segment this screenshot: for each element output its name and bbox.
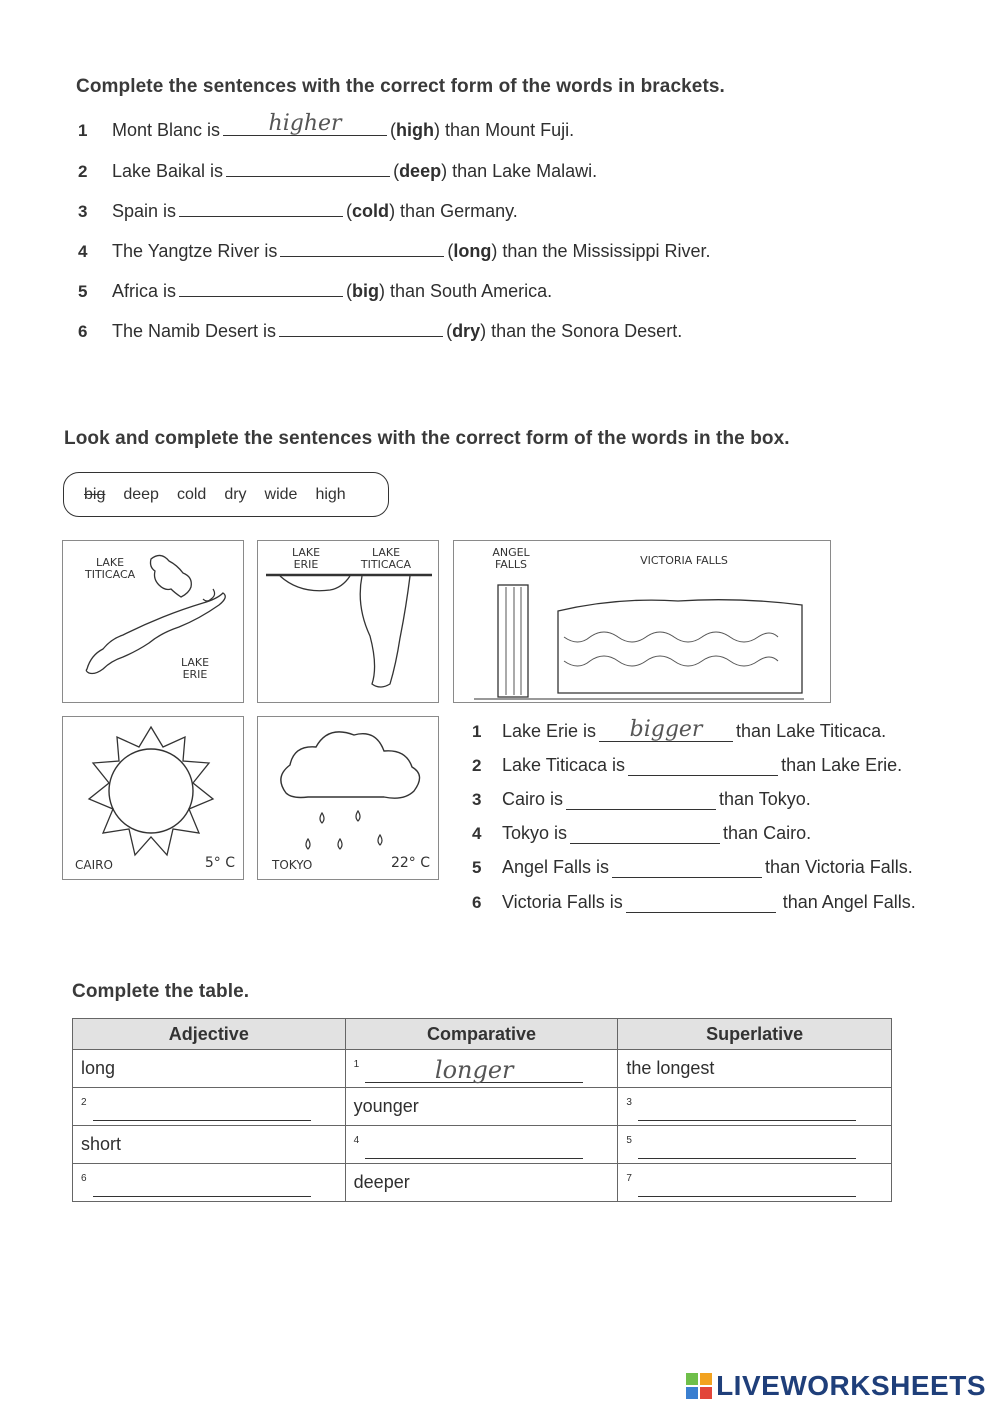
answer-input-5[interactable] — [179, 278, 343, 297]
table-input-1[interactable]: longer — [365, 1060, 583, 1083]
word-box — [63, 472, 389, 517]
comparative-cell: younger — [345, 1088, 618, 1126]
table-row — [73, 1126, 892, 1164]
section2-item-4: 4 Tokyo is than Cairo. — [472, 823, 812, 843]
picture-lakes-map — [62, 540, 244, 703]
answer-input-s2-6[interactable] — [626, 894, 776, 913]
comparative-cell: 4 — [345, 1126, 618, 1164]
superlative-cell: 3 — [618, 1088, 892, 1126]
answer-input-s2-3[interactable] — [566, 791, 716, 810]
adjective-cell: 6 — [73, 1164, 346, 1202]
adjective-cell: 2 — [73, 1088, 346, 1126]
table-header-row — [73, 1019, 892, 1050]
waterfalls-icon — [454, 541, 832, 704]
liveworksheets-logo — [686, 1370, 986, 1402]
table-row — [73, 1088, 892, 1126]
answer-input-s2-2[interactable] — [628, 757, 778, 776]
adjective-cell: short — [73, 1126, 346, 1164]
table-input-4[interactable] — [365, 1136, 583, 1159]
column-header-adjective: Adjective — [73, 1019, 346, 1050]
answer-input-3[interactable] — [179, 198, 343, 217]
word-box-word: big — [84, 485, 106, 503]
answer-input-1[interactable]: higher — [223, 117, 387, 136]
adjective-cell: long — [73, 1050, 346, 1088]
answer-input-s2-1[interactable]: bigger — [599, 723, 733, 742]
section2-item-3: 3 Cairo is than Tokyo. — [472, 789, 811, 809]
item-text: Mont Blanc is higher (high) than Mount Fuji. — [112, 111, 575, 140]
table-row — [73, 1050, 892, 1088]
section1-item-6: 6 The Namib Desert is (dry) than the Sonora Desert. — [78, 316, 682, 342]
section1-item-1 — [78, 111, 575, 141]
word-box-word: dry — [224, 485, 247, 503]
picture-waterfalls — [453, 540, 831, 703]
section1-item-4: 4 The Yangtze River is (long) than the Mississippi River. — [78, 236, 711, 262]
cairo-label: CAIRO — [75, 858, 113, 872]
lake-erie-label: LAKE ERIE — [291, 546, 321, 571]
section2-heading: Look and complete the sentences with the correct form of the words in the box. — [64, 428, 790, 449]
section1-heading: Complete the sentences with the correct form of the words in brackets. — [76, 76, 725, 97]
table-input-6[interactable] — [93, 1174, 311, 1197]
lake-depth-icon — [258, 541, 440, 704]
liveworksheets-logo-icon — [686, 1373, 712, 1399]
answer-input-6[interactable] — [279, 318, 443, 337]
picture-lake-depths — [257, 540, 439, 703]
cairo-temperature: 5° C — [204, 855, 235, 871]
word-box-word: cold — [176, 485, 207, 503]
lakes-outline-icon — [63, 541, 245, 704]
column-header-superlative: Superlative — [618, 1019, 892, 1050]
picture-tokyo — [257, 716, 439, 880]
lake-erie-label: LAKE ERIE — [180, 656, 210, 681]
section2-item-6: 6 Victoria Falls is than Angel Falls. — [472, 892, 916, 912]
superlative-cell: 7 — [618, 1164, 892, 1202]
victoria-falls-label: VICTORIA FALLS — [640, 554, 728, 567]
answer-input-s2-4[interactable] — [570, 825, 720, 844]
answer-input-s2-5[interactable] — [612, 859, 762, 878]
table-input-2[interactable] — [93, 1098, 311, 1121]
superlative-cell: 5 — [618, 1126, 892, 1164]
section2-item-1: 1 Lake Erie is bigger than Lake Titicaca. — [472, 717, 887, 742]
section2-item-2: 2 Lake Titicaca is than Lake Erie. — [472, 755, 903, 775]
column-header-comparative: Comparative — [345, 1019, 618, 1050]
angel-falls-label: ANGEL FALLS — [492, 546, 530, 571]
item-number: 1 — [78, 121, 88, 140]
table-row — [73, 1164, 892, 1202]
word-box-word: high — [315, 485, 346, 503]
lake-titicaca-label: LAKE TITICACA — [85, 556, 136, 581]
section1-item-3: 3 Spain is (cold) than Germany. — [78, 196, 518, 222]
picture-cairo — [62, 716, 244, 880]
comparative-cell: 1 longer — [345, 1050, 618, 1088]
comparative-cell: deeper — [345, 1164, 618, 1202]
tokyo-label: TOKYO — [272, 858, 313, 872]
table-input-3[interactable] — [638, 1098, 856, 1121]
section1-item-2: 2 Lake Baikal is (deep) than Lake Malawi. — [78, 156, 597, 182]
brand-name: LIVEWORKSHEETS — [716, 1370, 986, 1401]
superlative-cell: the longest — [618, 1050, 892, 1088]
comparison-table — [72, 1018, 892, 1202]
section3-heading: Complete the table. — [72, 981, 250, 1002]
lake-titicaca-label: LAKE TITICACA — [360, 546, 412, 571]
answer-input-2[interactable] — [226, 158, 390, 177]
table-input-7[interactable] — [638, 1174, 856, 1197]
word-box-word: deep — [123, 485, 159, 503]
word-box-word: wide — [264, 485, 298, 503]
section1-item-5: 5 Africa is (big) than South America. — [78, 276, 552, 302]
answer-input-4[interactable] — [280, 238, 444, 257]
tokyo-temperature: 22° C — [390, 855, 430, 871]
table-input-5[interactable] — [638, 1136, 856, 1159]
section2-item-5: 5 Angel Falls is than Victoria Falls. — [472, 857, 913, 877]
